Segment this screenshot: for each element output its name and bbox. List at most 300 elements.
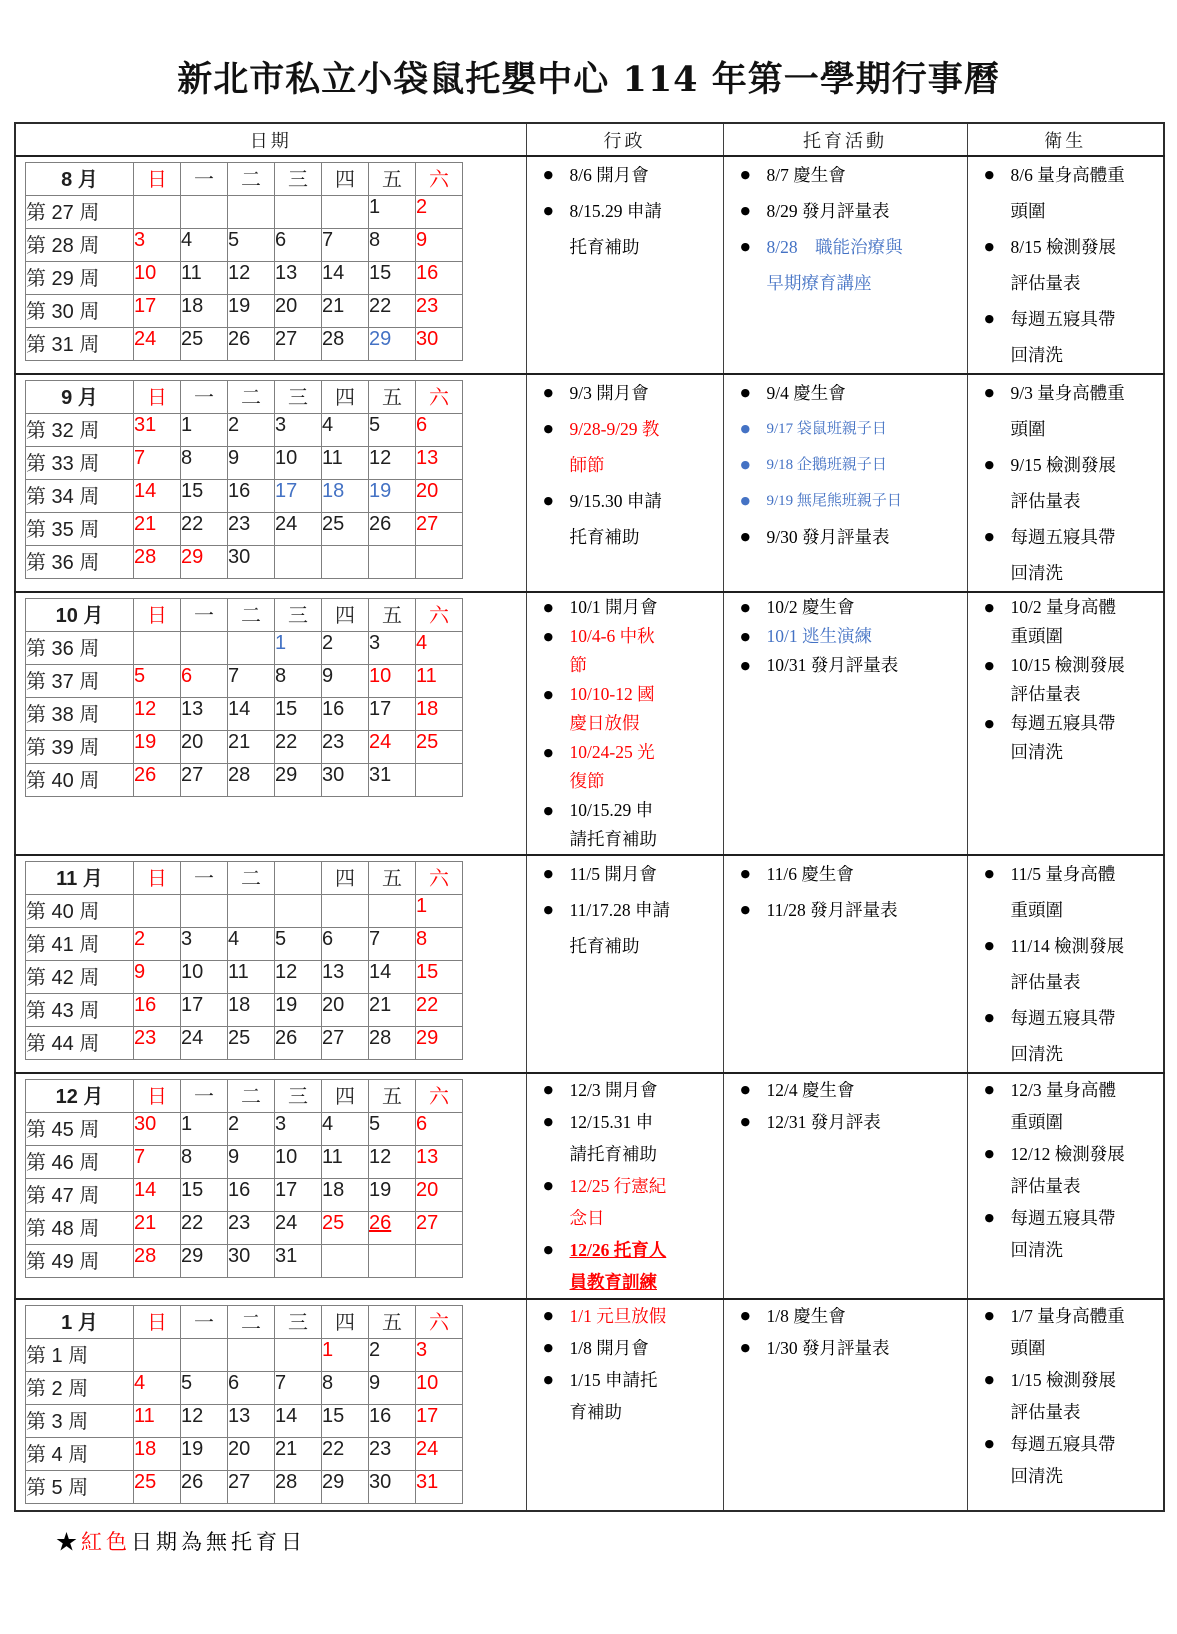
day-cell: 14 <box>275 1405 322 1438</box>
day-cell: 1 <box>416 895 463 928</box>
day-cell: 22 <box>275 731 322 764</box>
event-item <box>527 622 723 680</box>
mini-calendar-header-row <box>26 599 463 632</box>
week-row <box>26 262 463 295</box>
day-cell: 6 <box>275 229 322 262</box>
bullet-icon: ● <box>740 204 751 217</box>
day-cell: 25 <box>322 1212 369 1245</box>
event-item <box>968 229 1164 301</box>
bullet-icon: ● <box>740 601 751 614</box>
day-cell: 16 <box>322 698 369 731</box>
event-item <box>724 1332 967 1364</box>
day-cell: 30 <box>228 546 275 579</box>
day-cell: 24 <box>134 328 181 361</box>
day-cell: 2 <box>134 928 181 961</box>
day-cell: 11 <box>181 262 228 295</box>
event-text: 10/1 開月會 <box>569 597 658 617</box>
legend <box>56 1526 1163 1556</box>
week-row <box>26 1245 463 1278</box>
mini-calendar <box>25 598 463 797</box>
month-name: 1 月 <box>26 1306 134 1339</box>
day-cell: 13 <box>416 1146 463 1179</box>
day-cell: 6 <box>322 928 369 961</box>
day-cell <box>416 546 463 579</box>
calendar-table <box>14 122 1165 1512</box>
day-cell: 8 <box>275 665 322 698</box>
bullet-icon: ● <box>543 494 554 507</box>
bullet-icon: ● <box>543 1341 554 1354</box>
month-activity-cell <box>723 592 967 855</box>
day-cell: 27 <box>322 1027 369 1060</box>
day-cell <box>416 1245 463 1278</box>
day-of-week-header: 四 <box>322 862 369 895</box>
event-text: 10/24-25 光復節 <box>569 742 655 791</box>
bullet-icon: ● <box>543 601 554 614</box>
day-cell: 11 <box>416 665 463 698</box>
event-text: 8/6 開月會 <box>569 165 649 185</box>
event-text: 11/17.28 申請托育補助 <box>569 900 670 956</box>
day-cell: 30 <box>228 1245 275 1278</box>
bullet-icon: ● <box>740 422 751 435</box>
day-cell: 17 <box>181 994 228 1027</box>
day-of-week-header: 五 <box>369 599 416 632</box>
event-text: 12/12 檢測發展評估量表 <box>1010 1144 1125 1196</box>
day-cell: 9 <box>416 229 463 262</box>
week-label: 第 38 周 <box>26 698 134 731</box>
event-item <box>724 229 967 301</box>
day-cell: 18 <box>181 295 228 328</box>
week-row <box>26 764 463 797</box>
day-cell: 10 <box>275 1146 322 1179</box>
day-cell: 1 <box>181 414 228 447</box>
event-text: 10/31 發月評量表 <box>766 655 899 675</box>
mini-calendar-header-row <box>26 862 463 895</box>
day-cell: 13 <box>181 698 228 731</box>
event-item <box>724 1106 967 1138</box>
event-item <box>968 593 1164 651</box>
event-text: 每週五寢具帶回清洗 <box>1010 1434 1116 1486</box>
event-text: 9/19 無尾熊班親子日 <box>766 493 902 509</box>
week-label: 第 32 周 <box>26 414 134 447</box>
bullet-icon: ● <box>740 1309 751 1322</box>
event-item <box>724 651 967 680</box>
day-cell: 21 <box>228 731 275 764</box>
day-cell: 25 <box>134 1471 181 1504</box>
bullet-icon: ● <box>543 168 554 181</box>
day-of-week-header: 三 <box>275 381 322 414</box>
event-text: 8/28 職能治療與早期療育講座 <box>766 237 903 293</box>
event-text: 11/5 量身高體重頭圍 <box>1010 864 1116 920</box>
day-cell: 27 <box>228 1471 275 1504</box>
day-of-week-header: 一 <box>181 163 228 196</box>
event-text: 9/15 檢測發展評估量表 <box>1010 455 1116 511</box>
event-text: 每週五寢具帶回清洗 <box>1010 1008 1116 1064</box>
day-cell: 24 <box>181 1027 228 1060</box>
column-header-admin: 行政 <box>526 123 723 156</box>
event-text: 1/8 慶生會 <box>766 1306 846 1326</box>
day-cell: 21 <box>322 295 369 328</box>
day-cell: 4 <box>322 1113 369 1146</box>
week-label: 第 41 周 <box>26 928 134 961</box>
day-cell: 6 <box>181 665 228 698</box>
day-cell: 5 <box>275 928 322 961</box>
bullet-icon: ● <box>984 458 995 471</box>
day-cell: 9 <box>134 961 181 994</box>
month-date-cell <box>15 1073 526 1299</box>
event-text: 8/6 量身高體重頭圍 <box>1010 165 1125 221</box>
event-text: 每週五寢具帶回清洗 <box>1010 527 1116 583</box>
week-label: 第 34 周 <box>26 480 134 513</box>
day-cell: 3 <box>134 229 181 262</box>
day-of-week-header: 六 <box>416 862 463 895</box>
day-cell: 27 <box>416 1212 463 1245</box>
day-cell: 22 <box>369 295 416 328</box>
day-of-week-header: 一 <box>181 1080 228 1113</box>
day-of-week-header: 五 <box>369 1080 416 1113</box>
day-cell <box>322 546 369 579</box>
day-of-week-header: 五 <box>369 862 416 895</box>
day-cell: 25 <box>416 731 463 764</box>
day-cell: 7 <box>322 229 369 262</box>
event-text: 11/28 發月評量表 <box>766 900 898 920</box>
bullet-icon: ● <box>543 630 554 643</box>
bullet-icon: ● <box>740 1115 751 1128</box>
day-of-week-header: 一 <box>181 381 228 414</box>
day-cell <box>275 196 322 229</box>
day-cell: 8 <box>322 1372 369 1405</box>
week-label: 第 27 周 <box>26 196 134 229</box>
event-item <box>724 375 967 411</box>
day-cell: 27 <box>416 513 463 546</box>
day-cell <box>228 1339 275 1372</box>
week-label: 第 36 周 <box>26 546 134 579</box>
week-label: 第 47 周 <box>26 1179 134 1212</box>
day-of-week-header: 五 <box>369 1306 416 1339</box>
week-row <box>26 328 463 361</box>
day-cell: 31 <box>369 764 416 797</box>
event-text: 8/15.29 申請托育補助 <box>569 201 662 257</box>
day-cell: 14 <box>322 262 369 295</box>
week-label: 第 5 周 <box>26 1471 134 1504</box>
mini-calendar-header-row <box>26 1306 463 1339</box>
bullet-icon: ● <box>543 1083 554 1096</box>
event-item <box>724 411 967 447</box>
day-of-week-header: 三 <box>275 599 322 632</box>
table-header-row <box>15 123 1164 156</box>
day-cell: 29 <box>369 328 416 361</box>
bullet-icon: ● <box>543 903 554 916</box>
day-cell: 6 <box>228 1372 275 1405</box>
event-item <box>724 519 967 555</box>
month-row <box>15 592 1164 855</box>
day-cell: 14 <box>228 698 275 731</box>
day-cell: 15 <box>181 480 228 513</box>
event-item <box>968 709 1164 767</box>
week-row <box>26 994 463 1027</box>
day-of-week-header: 日 <box>134 599 181 632</box>
bullet-icon: ● <box>984 717 995 730</box>
day-cell: 20 <box>416 1179 463 1212</box>
day-cell: 28 <box>134 546 181 579</box>
day-cell: 27 <box>275 328 322 361</box>
day-cell: 23 <box>228 513 275 546</box>
day-cell: 12 <box>275 961 322 994</box>
day-of-week-header: 一 <box>181 599 228 632</box>
event-text: 11/6 慶生會 <box>766 864 854 884</box>
day-cell: 22 <box>322 1438 369 1471</box>
event-text: 9/3 量身高體重頭圍 <box>1010 383 1125 439</box>
day-cell: 13 <box>322 961 369 994</box>
bullet-icon: ● <box>740 168 751 181</box>
day-cell <box>181 895 228 928</box>
event-item <box>527 892 723 964</box>
event-item <box>724 1074 967 1106</box>
day-cell: 10 <box>181 961 228 994</box>
day-cell <box>322 1245 369 1278</box>
day-of-week-header: 六 <box>416 163 463 196</box>
week-row <box>26 928 463 961</box>
month-activity-cell <box>723 156 967 374</box>
event-item <box>527 1074 723 1106</box>
event-item <box>968 1364 1164 1428</box>
bullet-icon: ● <box>984 1083 995 1096</box>
bullet-icon: ● <box>984 939 995 952</box>
month-date-cell <box>15 156 526 374</box>
day-cell: 12 <box>181 1405 228 1438</box>
day-cell: 8 <box>416 928 463 961</box>
day-cell: 9 <box>228 447 275 480</box>
event-item <box>724 622 967 651</box>
bullet-icon: ● <box>984 1147 995 1160</box>
day-cell: 30 <box>369 1471 416 1504</box>
event-item <box>527 1300 723 1332</box>
day-cell: 20 <box>322 994 369 1027</box>
day-cell: 3 <box>275 1113 322 1146</box>
day-cell <box>134 196 181 229</box>
event-text: 每週五寢具帶回清洗 <box>1010 309 1116 365</box>
day-cell: 19 <box>228 295 275 328</box>
day-cell <box>134 632 181 665</box>
day-cell: 23 <box>322 731 369 764</box>
week-label: 第 48 周 <box>26 1212 134 1245</box>
day-cell <box>181 1339 228 1372</box>
mini-calendar-header-row <box>26 1080 463 1113</box>
bullet-icon: ● <box>543 1373 554 1386</box>
column-header-date: 日期 <box>15 123 526 156</box>
event-text: 12/3 量身高體重頭圍 <box>1010 1080 1116 1132</box>
day-cell: 24 <box>275 1212 322 1245</box>
day-cell <box>181 196 228 229</box>
day-cell: 11 <box>322 1146 369 1179</box>
event-item <box>724 193 967 229</box>
day-cell: 26 <box>134 764 181 797</box>
event-text: 1/8 開月會 <box>569 1338 649 1358</box>
bullet-icon: ● <box>740 867 751 880</box>
day-cell: 23 <box>369 1438 416 1471</box>
day-cell: 28 <box>275 1471 322 1504</box>
week-row <box>26 1339 463 1372</box>
event-item <box>968 1202 1164 1266</box>
mini-calendar-header-row <box>26 163 463 196</box>
day-cell: 18 <box>416 698 463 731</box>
day-cell: 10 <box>275 447 322 480</box>
day-cell: 7 <box>369 928 416 961</box>
event-item <box>724 892 967 928</box>
day-cell: 23 <box>416 295 463 328</box>
day-cell: 26 <box>369 513 416 546</box>
day-cell: 15 <box>369 262 416 295</box>
month-name: 8 月 <box>26 163 134 196</box>
day-cell: 28 <box>369 1027 416 1060</box>
month-name: 12 月 <box>26 1080 134 1113</box>
event-item <box>527 796 723 854</box>
bullet-icon: ● <box>984 1011 995 1024</box>
week-label: 第 30 周 <box>26 295 134 328</box>
week-row <box>26 196 463 229</box>
mini-calendar <box>25 162 463 361</box>
day-cell: 21 <box>369 994 416 1027</box>
day-cell: 28 <box>134 1245 181 1278</box>
day-cell: 22 <box>416 994 463 1027</box>
day-cell: 17 <box>275 480 322 513</box>
day-cell: 2 <box>228 414 275 447</box>
event-text: 1/7 量身高體重頭圍 <box>1010 1306 1125 1358</box>
legend-red-word: 紅色 <box>81 1530 131 1554</box>
day-of-week-header: 日 <box>134 381 181 414</box>
month-row <box>15 374 1164 592</box>
month-row <box>15 1299 1164 1511</box>
event-item <box>527 375 723 411</box>
month-health-cell <box>967 374 1164 592</box>
event-item <box>968 1428 1164 1492</box>
month-row <box>15 855 1164 1073</box>
week-row <box>26 1113 463 1146</box>
event-item <box>527 157 723 193</box>
day-cell: 11 <box>322 447 369 480</box>
month-activity-cell <box>723 1299 967 1511</box>
day-cell <box>134 1339 181 1372</box>
day-cell: 7 <box>134 447 181 480</box>
day-cell: 10 <box>369 665 416 698</box>
day-cell <box>228 895 275 928</box>
bullet-icon: ● <box>543 746 554 759</box>
day-of-week-header: 二 <box>228 599 275 632</box>
day-of-week-header: 日 <box>134 862 181 895</box>
day-cell: 29 <box>322 1471 369 1504</box>
month-admin-cell <box>526 855 723 1073</box>
day-of-week-header: 四 <box>322 163 369 196</box>
day-cell: 3 <box>416 1339 463 1372</box>
week-row <box>26 698 463 731</box>
event-text: 10/4-6 中秋節 <box>569 626 655 675</box>
event-text: 9/3 開月會 <box>569 383 649 403</box>
day-cell: 21 <box>275 1438 322 1471</box>
bullet-icon: ● <box>740 1083 751 1096</box>
week-label: 第 31 周 <box>26 328 134 361</box>
event-item <box>527 1364 723 1428</box>
column-header-activity: 托育活動 <box>723 123 967 156</box>
event-text: 11/5 開月會 <box>569 864 657 884</box>
table-header <box>15 123 1164 156</box>
day-of-week-header: 六 <box>416 1080 463 1113</box>
event-item <box>724 593 967 622</box>
week-row <box>26 665 463 698</box>
day-cell <box>322 895 369 928</box>
week-label: 第 33 周 <box>26 447 134 480</box>
event-item <box>968 651 1164 709</box>
bullet-icon: ● <box>984 168 995 181</box>
event-item <box>968 1074 1164 1138</box>
day-of-week-header: 二 <box>228 1080 275 1113</box>
day-of-week-header <box>275 862 322 895</box>
day-cell: 22 <box>181 513 228 546</box>
event-text: 9/4 慶生會 <box>766 383 846 403</box>
day-cell: 16 <box>134 994 181 1027</box>
event-text: 1/30 發月評量表 <box>766 1338 890 1358</box>
event-item <box>527 1332 723 1364</box>
day-cell: 22 <box>181 1212 228 1245</box>
mini-calendar-header-row <box>26 381 463 414</box>
day-cell: 4 <box>134 1372 181 1405</box>
day-cell <box>275 1339 322 1372</box>
day-cell: 5 <box>181 1372 228 1405</box>
event-text: 9/18 企鵝班親子日 <box>766 457 887 473</box>
day-cell: 24 <box>416 1438 463 1471</box>
legend-text: 日期為無托育日 <box>131 1530 306 1554</box>
day-of-week-header: 三 <box>275 1080 322 1113</box>
month-activity-cell <box>723 855 967 1073</box>
event-item <box>527 680 723 738</box>
bullet-icon: ● <box>543 422 554 435</box>
week-row <box>26 414 463 447</box>
month-health-cell <box>967 592 1164 855</box>
event-item <box>724 157 967 193</box>
week-label: 第 29 周 <box>26 262 134 295</box>
day-cell: 25 <box>322 513 369 546</box>
bullet-icon: ● <box>984 530 995 543</box>
day-of-week-header: 五 <box>369 163 416 196</box>
event-text: 10/15 檢測發展評估量表 <box>1010 655 1125 704</box>
mini-calendar <box>25 1305 463 1504</box>
column-header-health: 衛生 <box>967 123 1164 156</box>
month-name: 10 月 <box>26 599 134 632</box>
day-cell: 7 <box>228 665 275 698</box>
week-label: 第 36 周 <box>26 632 134 665</box>
event-text: 每週五寢具帶回清洗 <box>1010 1208 1116 1260</box>
month-health-cell <box>967 1073 1164 1299</box>
day-cell: 23 <box>134 1027 181 1060</box>
day-cell: 25 <box>181 328 228 361</box>
day-cell: 19 <box>134 731 181 764</box>
day-of-week-header: 日 <box>134 163 181 196</box>
week-row <box>26 546 463 579</box>
day-cell: 21 <box>134 1212 181 1245</box>
day-cell: 21 <box>134 513 181 546</box>
event-text: 9/28-9/29 教師節 <box>569 419 660 475</box>
day-cell: 15 <box>275 698 322 731</box>
day-cell <box>134 895 181 928</box>
bullet-icon: ● <box>740 240 751 253</box>
day-of-week-header: 四 <box>322 1080 369 1113</box>
event-text: 10/1 逃生演練 <box>766 626 872 646</box>
month-date-cell <box>15 1299 526 1511</box>
day-of-week-header: 二 <box>228 381 275 414</box>
day-cell: 5 <box>134 665 181 698</box>
event-item <box>527 1170 723 1234</box>
event-text: 9/17 袋鼠班親子日 <box>766 421 887 437</box>
day-cell <box>228 632 275 665</box>
bullet-icon: ● <box>543 386 554 399</box>
